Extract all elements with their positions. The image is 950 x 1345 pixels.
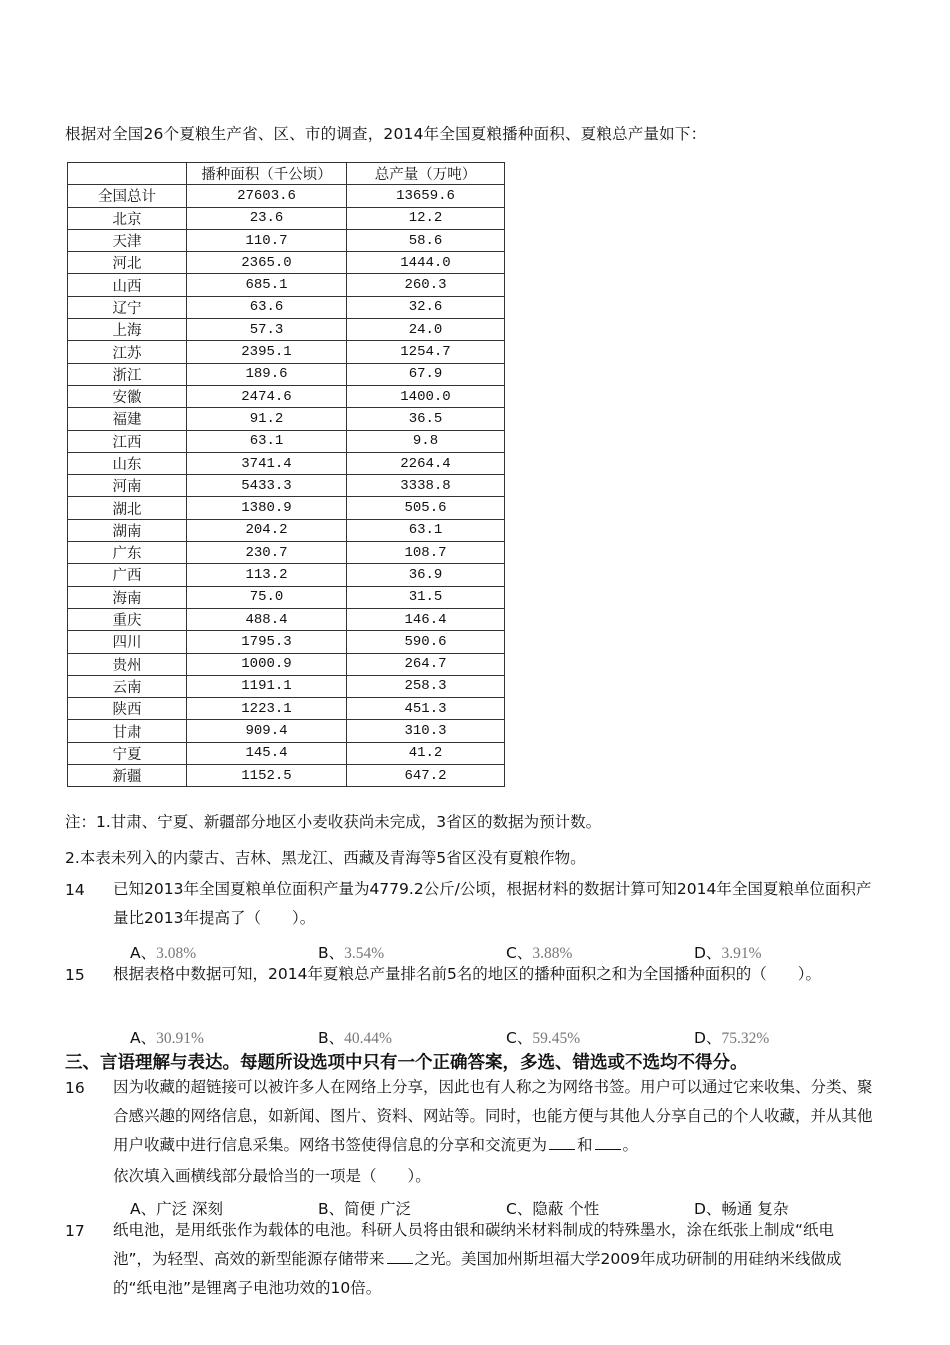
q15-option-d[interactable]: D、75.32% [694,1029,770,1047]
cell-area: 1152.5 [187,765,347,787]
cell-output: 451.3 [347,698,505,720]
cell-output: 1400.0 [347,385,505,407]
cell-region: 江苏 [68,341,187,363]
cell-area: 909.4 [187,720,347,742]
cell-output: 36.9 [347,564,505,586]
cell-region: 广西 [68,564,187,586]
question-14-number: 14 [65,881,85,899]
cell-region: 宁夏 [68,742,187,764]
cell-area: 113.2 [187,564,347,586]
cell-region: 辽宁 [68,296,187,318]
cell-region: 贵州 [68,653,187,675]
cell-area: 189.6 [187,363,347,385]
cell-area: 63.6 [187,296,347,318]
cell-area: 75.0 [187,586,347,608]
cell-output: 12.2 [347,207,505,229]
q14-option-b[interactable]: B、3.54% [318,944,385,962]
q14-option-d[interactable]: D、3.91% [694,944,762,962]
q16-option-c[interactable]: C、隐蔽 个性 [506,1200,600,1218]
cell-region: 湖北 [68,497,187,519]
cell-region: 甘肃 [68,720,187,742]
cell-region: 江西 [68,430,187,452]
table-row [68,430,505,452]
table-row [68,341,505,363]
header-output: 总产量（万吨） [347,163,505,185]
q16-option-d[interactable]: D、畅通 复杂 [694,1200,789,1218]
cell-area: 2474.6 [187,385,347,407]
cell-region: 河南 [68,475,187,497]
table-row [68,519,505,541]
question-16-text: 因为收藏的超链接可以被许多人在网络上分享，因此也有人称之为网络书签。用户可以通过它来收集、分类、聚合感兴趣的网络信息，如新闻、图片、资料、网站等。同时，也能方便与其他人分享自己的个人收藏，并从其他用户收藏中进行信息采集。网络书签使得信息的分享和交流更为 和 。 [113,1078,873,1154]
table-row [68,742,505,764]
cell-region: 安徽 [68,385,187,407]
q15-option-a[interactable]: A、30.91% [130,1029,204,1047]
cell-area: 230.7 [187,542,347,564]
cell-region: 海南 [68,586,187,608]
cell-region: 上海 [68,319,187,341]
cell-area: 5433.3 [187,475,347,497]
table-row [68,475,505,497]
question-16-number: 16 [65,1079,85,1097]
cell-area: 1191.1 [187,675,347,697]
cell-output: 32.6 [347,296,505,318]
cell-region: 天津 [68,229,187,251]
cell-region: 湖南 [68,519,187,541]
table-row [68,497,505,519]
table-row [68,252,505,274]
blank-1 [549,1135,575,1150]
question-16-prompt: 依次填入画横线部分最恰当的一项是（ ）。 [113,1167,431,1185]
cell-output: 108.7 [347,542,505,564]
cell-output: 258.3 [347,675,505,697]
note-1: 注：1.甘肃、宁夏、新疆部分地区小麦收获尚未完成，3省区的数据为预计数。 [65,813,602,831]
data-table [67,162,505,787]
cell-output: 260.3 [347,274,505,296]
table-row [68,296,505,318]
cell-output: 67.9 [347,363,505,385]
cell-output: 9.8 [347,430,505,452]
cell-output: 146.4 [347,608,505,630]
table-row [68,229,505,251]
table-row [68,698,505,720]
header-area: 播种面积（千公顷） [187,163,347,185]
q15-option-c[interactable]: C、59.45% [506,1029,581,1047]
cell-area: 2365.0 [187,252,347,274]
cell-region: 重庆 [68,608,187,630]
cell-region: 福建 [68,408,187,430]
cell-region: 山西 [68,274,187,296]
cell-area: 1223.1 [187,698,347,720]
table-row [68,653,505,675]
cell-area: 91.2 [187,408,347,430]
header-region [68,163,187,185]
blank-3 [387,1249,413,1264]
cell-region: 云南 [68,675,187,697]
table-row [68,319,505,341]
cell-area: 27603.6 [187,185,347,207]
section-3-heading: 三、言语理解与表达。每题所设选项中只有一个正确答案，多选、错选或不选均不得分。 [65,1053,748,1073]
table-row [68,207,505,229]
cell-region: 陕西 [68,698,187,720]
cell-area: 1380.9 [187,497,347,519]
table-row [68,274,505,296]
intro-text: 根据对全国26个夏粮生产省、区、市的调查，2014年全国夏粮播种面积、夏粮总产量如下： [65,125,707,143]
cell-output: 264.7 [347,653,505,675]
question-15-text: 根据表格中数据可知，2014年夏粮总产量排名前5名的地区的播种面积之和为全国播种面积的（ ）。 [113,965,822,983]
table-row [68,631,505,653]
cell-area: 145.4 [187,742,347,764]
table-header-row [68,163,505,185]
cell-output: 1444.0 [347,252,505,274]
cell-output: 13659.6 [347,185,505,207]
table-row [68,363,505,385]
cell-area: 685.1 [187,274,347,296]
cell-output: 1254.7 [347,341,505,363]
table-row [68,765,505,787]
table-row [68,608,505,630]
cell-output: 2264.4 [347,452,505,474]
cell-region: 广东 [68,542,187,564]
cell-area: 488.4 [187,608,347,630]
cell-output: 41.2 [347,742,505,764]
cell-area: 1795.3 [187,631,347,653]
q16-option-a[interactable]: A、广泛 深刻 [130,1200,224,1218]
question-17-text: 纸电池，是用纸张作为载体的电池。科研人员将由银和碳纳米材料制成的特殊墨水，涂在纸张上制成“纸电池”，为轻型、高效的新型能源存储带来 之光。美国加州斯坦福大学2009年成功研制的用硅纳米线做成的“纸电池”是锂离子电池功效的10倍。 [113,1221,842,1297]
cell-output: 505.6 [347,497,505,519]
cell-output: 3338.8 [347,475,505,497]
cell-region: 北京 [68,207,187,229]
q15-option-b[interactable]: B、40.44% [318,1029,392,1047]
table-row [68,564,505,586]
cell-area: 23.6 [187,207,347,229]
cell-area: 57.3 [187,319,347,341]
table-row [68,586,505,608]
cell-region: 全国总计 [68,185,187,207]
cell-area: 110.7 [187,229,347,251]
cell-area: 1000.9 [187,653,347,675]
cell-area: 204.2 [187,519,347,541]
cell-output: 647.2 [347,765,505,787]
note-2: 2.本表未列入的内蒙古、吉林、黑龙江、西藏及青海等5省区没有夏粮作物。 [65,849,586,867]
table-row [68,385,505,407]
cell-region: 四川 [68,631,187,653]
cell-region: 浙江 [68,363,187,385]
cell-output: 63.1 [347,519,505,541]
cell-output: 310.3 [347,720,505,742]
table-row [68,720,505,742]
cell-output: 590.6 [347,631,505,653]
question-14-text: 已知2013年全国夏粮单位面积产量为4779.2公斤/公顷，根据材料的数据计算可知2014年全国夏粮单位面积产量比2013年提高了（ ）。 [113,880,872,927]
table-row [68,452,505,474]
cell-area: 2395.1 [187,341,347,363]
table-row [68,408,505,430]
cell-region: 新疆 [68,765,187,787]
q14-option-c[interactable]: C、3.88% [506,944,573,962]
q16-option-b[interactable]: B、简便 广泛 [318,1200,412,1218]
cell-output: 24.0 [347,319,505,341]
cell-area: 63.1 [187,430,347,452]
table-row [68,542,505,564]
cell-region: 山东 [68,452,187,474]
q14-option-a[interactable]: A、3.08% [130,944,197,962]
cell-output: 36.5 [347,408,505,430]
table-row [68,675,505,697]
blank-2 [595,1135,621,1150]
question-17-number: 17 [65,1222,85,1240]
question-15-number: 15 [65,966,85,984]
cell-output: 58.6 [347,229,505,251]
cell-output: 31.5 [347,586,505,608]
table-row [68,185,505,207]
cell-area: 3741.4 [187,452,347,474]
cell-region: 河北 [68,252,187,274]
